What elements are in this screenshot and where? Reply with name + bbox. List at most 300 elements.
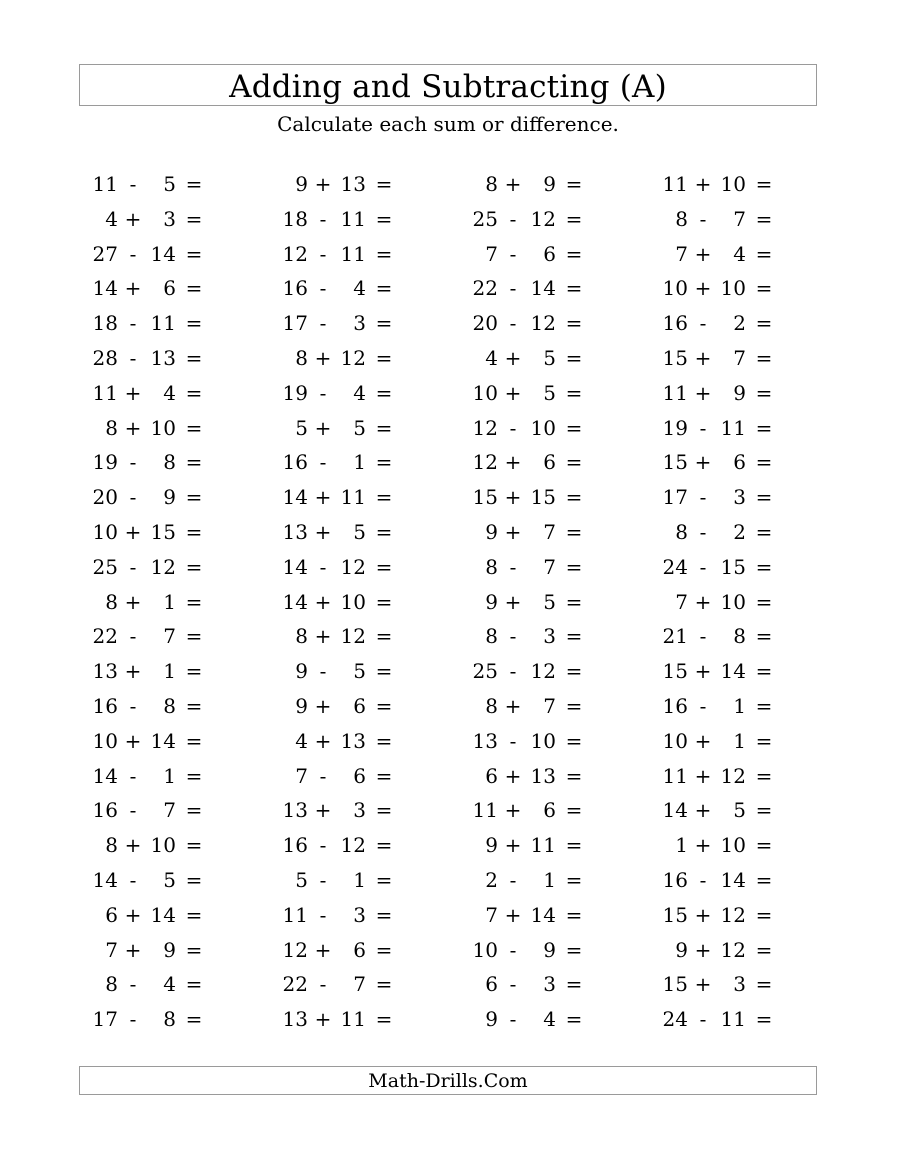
operator: + xyxy=(694,763,712,788)
equals-sign: = xyxy=(375,589,393,614)
operator: - xyxy=(319,241,327,266)
first-operand: 15 xyxy=(662,902,688,927)
second-operand: 11 xyxy=(530,833,556,858)
operator: + xyxy=(124,206,142,231)
second-operand: 3 xyxy=(353,902,366,927)
first-operand: 19 xyxy=(92,450,118,475)
equals-sign: = xyxy=(185,520,203,544)
first-operand: 16 xyxy=(662,311,688,336)
equals-sign: = xyxy=(565,902,583,927)
operator: + xyxy=(504,763,522,788)
first-operand: 10 xyxy=(472,380,498,405)
operator: + xyxy=(504,450,522,475)
first-operand: 13 xyxy=(282,520,308,544)
problem-row xyxy=(658,1002,818,1036)
second-operand: 8 xyxy=(163,1007,176,1032)
operator: - xyxy=(509,276,517,301)
equals-sign: = xyxy=(185,868,203,892)
first-operand: 15 xyxy=(472,485,498,510)
operator: + xyxy=(694,346,712,370)
first-operand: 8 xyxy=(295,346,308,370)
second-operand: 5 xyxy=(163,172,176,196)
problem-row xyxy=(278,619,438,653)
first-operand: 11 xyxy=(662,172,688,196)
operator: + xyxy=(314,1007,332,1032)
problem-row xyxy=(278,933,438,967)
equals-sign: = xyxy=(185,798,203,823)
problem-row xyxy=(278,828,438,862)
operator: + xyxy=(694,937,712,962)
equals-sign: = xyxy=(755,902,773,927)
problem-row xyxy=(88,341,248,375)
operator: - xyxy=(319,972,327,997)
operator: - xyxy=(129,485,137,510)
problem-row xyxy=(468,967,628,1001)
equals-sign: = xyxy=(565,450,583,475)
equals-sign: = xyxy=(375,972,393,997)
first-operand: 10 xyxy=(472,937,498,962)
first-operand: 11 xyxy=(662,380,688,405)
problem-row xyxy=(468,306,628,340)
equals-sign: = xyxy=(755,833,773,858)
second-operand: 11 xyxy=(150,311,176,336)
problem-row xyxy=(88,967,248,1001)
equals-sign: = xyxy=(565,659,583,684)
second-operand: 12 xyxy=(340,554,366,579)
problem-row xyxy=(88,828,248,862)
operator: - xyxy=(699,868,707,892)
first-operand: 8 xyxy=(485,554,498,579)
problem-row xyxy=(468,689,628,723)
equals-sign: = xyxy=(375,902,393,927)
problem-row xyxy=(468,237,628,271)
operator: - xyxy=(319,276,327,301)
second-operand: 13 xyxy=(530,763,556,788)
first-operand: 17 xyxy=(282,311,308,336)
first-operand: 8 xyxy=(295,624,308,649)
second-operand: 9 xyxy=(543,937,556,962)
operator: + xyxy=(124,520,142,544)
operator: - xyxy=(509,868,517,892)
equals-sign: = xyxy=(565,415,583,440)
equals-sign: = xyxy=(565,241,583,266)
second-operand: 1 xyxy=(163,763,176,788)
problem-row xyxy=(278,654,438,688)
operator: + xyxy=(314,415,332,440)
equals-sign: = xyxy=(565,1007,583,1032)
first-operand: 14 xyxy=(282,554,308,579)
equals-sign: = xyxy=(185,311,203,336)
problem-row xyxy=(278,967,438,1001)
problem-row xyxy=(88,515,248,549)
first-operand: 19 xyxy=(662,415,688,440)
first-operand: 17 xyxy=(92,1007,118,1032)
first-operand: 10 xyxy=(92,520,118,544)
equals-sign: = xyxy=(375,346,393,370)
second-operand: 9 xyxy=(733,380,746,405)
problem-row xyxy=(468,515,628,549)
operator: - xyxy=(319,206,327,231)
equals-sign: = xyxy=(375,694,393,718)
operator: - xyxy=(129,1007,137,1032)
first-operand: 7 xyxy=(675,241,688,266)
second-operand: 1 xyxy=(543,868,556,892)
operator: - xyxy=(509,659,517,684)
operator: - xyxy=(509,937,517,962)
problem-row xyxy=(88,759,248,793)
first-operand: 15 xyxy=(662,659,688,684)
problem-row xyxy=(658,828,818,862)
operator: - xyxy=(129,311,137,336)
first-operand: 8 xyxy=(105,972,118,997)
operator: - xyxy=(509,554,517,579)
second-operand: 11 xyxy=(720,1007,746,1032)
problem-row xyxy=(658,619,818,653)
second-operand: 12 xyxy=(530,206,556,231)
first-operand: 15 xyxy=(662,972,688,997)
operator: - xyxy=(509,728,517,753)
operator: - xyxy=(509,311,517,336)
second-operand: 8 xyxy=(163,694,176,718)
first-operand: 7 xyxy=(485,241,498,266)
problem-row xyxy=(278,411,438,445)
equals-sign: = xyxy=(185,589,203,614)
first-operand: 20 xyxy=(472,311,498,336)
first-operand: 7 xyxy=(105,937,118,962)
operator: - xyxy=(699,415,707,440)
operator: - xyxy=(319,450,327,475)
equals-sign: = xyxy=(185,554,203,579)
equals-sign: = xyxy=(185,728,203,753)
operator: - xyxy=(699,1007,707,1032)
second-operand: 1 xyxy=(353,868,366,892)
second-operand: 7 xyxy=(163,624,176,649)
first-operand: 16 xyxy=(662,694,688,718)
equals-sign: = xyxy=(755,798,773,823)
first-operand: 2 xyxy=(485,868,498,892)
operator: + xyxy=(124,415,142,440)
second-operand: 14 xyxy=(530,902,556,927)
operator: + xyxy=(504,520,522,544)
operator: + xyxy=(504,380,522,405)
second-operand: 10 xyxy=(720,833,746,858)
equals-sign: = xyxy=(565,311,583,336)
second-operand: 4 xyxy=(163,972,176,997)
second-operand: 4 xyxy=(353,380,366,405)
equals-sign: = xyxy=(565,206,583,231)
second-operand: 7 xyxy=(733,206,746,231)
operator: - xyxy=(129,868,137,892)
second-operand: 12 xyxy=(340,346,366,370)
operator: - xyxy=(509,624,517,649)
problem-row xyxy=(278,237,438,271)
problem-row xyxy=(88,619,248,653)
equals-sign: = xyxy=(565,276,583,301)
operator: + xyxy=(314,346,332,370)
problem-row xyxy=(88,654,248,688)
operator: + xyxy=(314,624,332,649)
problem-row xyxy=(468,828,628,862)
second-operand: 3 xyxy=(733,972,746,997)
second-operand: 6 xyxy=(353,763,366,788)
second-operand: 12 xyxy=(340,833,366,858)
first-operand: 9 xyxy=(485,520,498,544)
second-operand: 8 xyxy=(733,624,746,649)
operator: - xyxy=(509,1007,517,1032)
second-operand: 7 xyxy=(543,554,556,579)
second-operand: 7 xyxy=(733,346,746,370)
equals-sign: = xyxy=(185,763,203,788)
first-operand: 8 xyxy=(485,694,498,718)
second-operand: 14 xyxy=(150,241,176,266)
first-operand: 9 xyxy=(485,1007,498,1032)
first-operand: 8 xyxy=(105,833,118,858)
operator: + xyxy=(694,728,712,753)
problem-row xyxy=(468,1002,628,1036)
second-operand: 13 xyxy=(340,728,366,753)
operator: - xyxy=(129,763,137,788)
first-operand: 15 xyxy=(662,346,688,370)
equals-sign: = xyxy=(565,798,583,823)
problem-row xyxy=(658,898,818,932)
operator: - xyxy=(699,206,707,231)
operator: - xyxy=(699,485,707,510)
operator: - xyxy=(129,694,137,718)
second-operand: 6 xyxy=(163,276,176,301)
first-operand: 12 xyxy=(472,415,498,440)
operator: + xyxy=(124,728,142,753)
second-operand: 10 xyxy=(340,589,366,614)
second-operand: 11 xyxy=(720,415,746,440)
second-operand: 10 xyxy=(150,415,176,440)
first-operand: 18 xyxy=(282,206,308,231)
problem-row xyxy=(658,271,818,305)
equals-sign: = xyxy=(565,763,583,788)
operator: - xyxy=(129,798,137,823)
equals-sign: = xyxy=(755,241,773,266)
equals-sign: = xyxy=(185,241,203,266)
first-operand: 9 xyxy=(295,694,308,718)
problem-row xyxy=(278,445,438,479)
second-operand: 5 xyxy=(163,868,176,892)
problem-row xyxy=(658,411,818,445)
operator: + xyxy=(314,937,332,962)
first-operand: 5 xyxy=(295,868,308,892)
equals-sign: = xyxy=(185,346,203,370)
equals-sign: = xyxy=(565,728,583,753)
second-operand: 6 xyxy=(543,798,556,823)
first-operand: 6 xyxy=(105,902,118,927)
first-operand: 10 xyxy=(662,276,688,301)
operator: + xyxy=(694,380,712,405)
problem-row xyxy=(658,689,818,723)
first-operand: 24 xyxy=(662,554,688,579)
equals-sign: = xyxy=(755,972,773,997)
equals-sign: = xyxy=(755,937,773,962)
operator: + xyxy=(504,798,522,823)
equals-sign: = xyxy=(375,380,393,405)
second-operand: 5 xyxy=(353,415,366,440)
second-operand: 10 xyxy=(720,172,746,196)
second-operand: 7 xyxy=(163,798,176,823)
problem-row xyxy=(468,341,628,375)
operator: - xyxy=(129,624,137,649)
first-operand: 7 xyxy=(485,902,498,927)
equals-sign: = xyxy=(185,902,203,927)
problem-row xyxy=(658,306,818,340)
operator: + xyxy=(694,241,712,266)
second-operand: 11 xyxy=(340,1007,366,1032)
second-operand: 7 xyxy=(353,972,366,997)
problem-row xyxy=(88,306,248,340)
problem-row xyxy=(468,271,628,305)
equals-sign: = xyxy=(375,172,393,196)
first-operand: 22 xyxy=(282,972,308,997)
equals-sign: = xyxy=(375,450,393,475)
equals-sign: = xyxy=(185,833,203,858)
problem-row xyxy=(278,863,438,897)
problem-row xyxy=(468,445,628,479)
problem-row xyxy=(278,271,438,305)
equals-sign: = xyxy=(375,798,393,823)
problem-row xyxy=(658,515,818,549)
first-operand: 14 xyxy=(282,485,308,510)
equals-sign: = xyxy=(755,311,773,336)
equals-sign: = xyxy=(375,554,393,579)
first-operand: 16 xyxy=(282,450,308,475)
operator: + xyxy=(504,346,522,370)
second-operand: 11 xyxy=(340,241,366,266)
first-operand: 13 xyxy=(282,798,308,823)
equals-sign: = xyxy=(755,554,773,579)
equals-sign: = xyxy=(185,485,203,510)
operator: - xyxy=(319,902,327,927)
operator: - xyxy=(129,972,137,997)
first-operand: 21 xyxy=(662,624,688,649)
second-operand: 9 xyxy=(543,172,556,196)
problem-row xyxy=(468,550,628,584)
first-operand: 11 xyxy=(92,380,118,405)
operator: + xyxy=(694,276,712,301)
equals-sign: = xyxy=(185,380,203,405)
problem-row xyxy=(658,585,818,619)
first-operand: 1 xyxy=(675,833,688,858)
first-operand: 8 xyxy=(675,206,688,231)
operator: + xyxy=(314,728,332,753)
operator: - xyxy=(319,763,327,788)
equals-sign: = xyxy=(755,624,773,649)
second-operand: 3 xyxy=(543,972,556,997)
problem-row xyxy=(658,376,818,410)
operator: - xyxy=(129,346,137,370)
operator: - xyxy=(319,554,327,579)
first-operand: 8 xyxy=(675,520,688,544)
problem-row xyxy=(88,585,248,619)
equals-sign: = xyxy=(755,346,773,370)
footer-box xyxy=(79,1066,817,1095)
first-operand: 22 xyxy=(472,276,498,301)
problem-row xyxy=(88,863,248,897)
equals-sign: = xyxy=(565,380,583,405)
problem-row xyxy=(278,585,438,619)
operator: + xyxy=(124,276,142,301)
equals-sign: = xyxy=(375,659,393,684)
problem-row xyxy=(88,271,248,305)
problem-row xyxy=(88,793,248,827)
second-operand: 10 xyxy=(530,728,556,753)
operator: + xyxy=(504,172,522,196)
operator: - xyxy=(509,241,517,266)
equals-sign: = xyxy=(755,520,773,544)
first-operand: 9 xyxy=(485,589,498,614)
equals-sign: = xyxy=(755,1007,773,1032)
first-operand: 16 xyxy=(92,694,118,718)
first-operand: 14 xyxy=(662,798,688,823)
first-operand: 8 xyxy=(105,415,118,440)
second-operand: 10 xyxy=(720,589,746,614)
second-operand: 3 xyxy=(163,206,176,231)
equals-sign: = xyxy=(185,450,203,475)
operator: + xyxy=(314,172,332,196)
equals-sign: = xyxy=(755,485,773,510)
first-operand: 24 xyxy=(662,1007,688,1032)
problem-row xyxy=(278,167,438,201)
problem-row xyxy=(278,480,438,514)
first-operand: 13 xyxy=(282,1007,308,1032)
worksheet-title: Adding and Subtracting (A) xyxy=(229,69,667,105)
operator: - xyxy=(319,380,327,405)
problem-row xyxy=(88,237,248,271)
second-operand: 2 xyxy=(733,311,746,336)
operator: - xyxy=(699,311,707,336)
equals-sign: = xyxy=(185,172,203,196)
second-operand: 14 xyxy=(720,868,746,892)
equals-sign: = xyxy=(755,728,773,753)
operator: + xyxy=(124,380,142,405)
equals-sign: = xyxy=(755,868,773,892)
equals-sign: = xyxy=(185,415,203,440)
operator: - xyxy=(129,172,137,196)
operator: + xyxy=(504,833,522,858)
first-operand: 13 xyxy=(92,659,118,684)
equals-sign: = xyxy=(755,276,773,301)
operator: + xyxy=(124,937,142,962)
operator: - xyxy=(129,554,137,579)
problem-row xyxy=(88,376,248,410)
operator: + xyxy=(314,520,332,544)
problem-row xyxy=(88,898,248,932)
second-operand: 7 xyxy=(543,520,556,544)
equals-sign: = xyxy=(755,380,773,405)
problem-row xyxy=(468,167,628,201)
second-operand: 11 xyxy=(340,485,366,510)
equals-sign: = xyxy=(375,763,393,788)
equals-sign: = xyxy=(375,937,393,962)
operator: + xyxy=(694,833,712,858)
second-operand: 3 xyxy=(353,798,366,823)
second-operand: 12 xyxy=(150,554,176,579)
first-operand: 25 xyxy=(472,206,498,231)
problem-row xyxy=(278,550,438,584)
first-operand: 13 xyxy=(472,728,498,753)
second-operand: 14 xyxy=(150,728,176,753)
equals-sign: = xyxy=(755,694,773,718)
first-operand: 22 xyxy=(92,624,118,649)
first-operand: 16 xyxy=(92,798,118,823)
first-operand: 10 xyxy=(662,728,688,753)
first-operand: 9 xyxy=(485,833,498,858)
first-operand: 9 xyxy=(295,659,308,684)
